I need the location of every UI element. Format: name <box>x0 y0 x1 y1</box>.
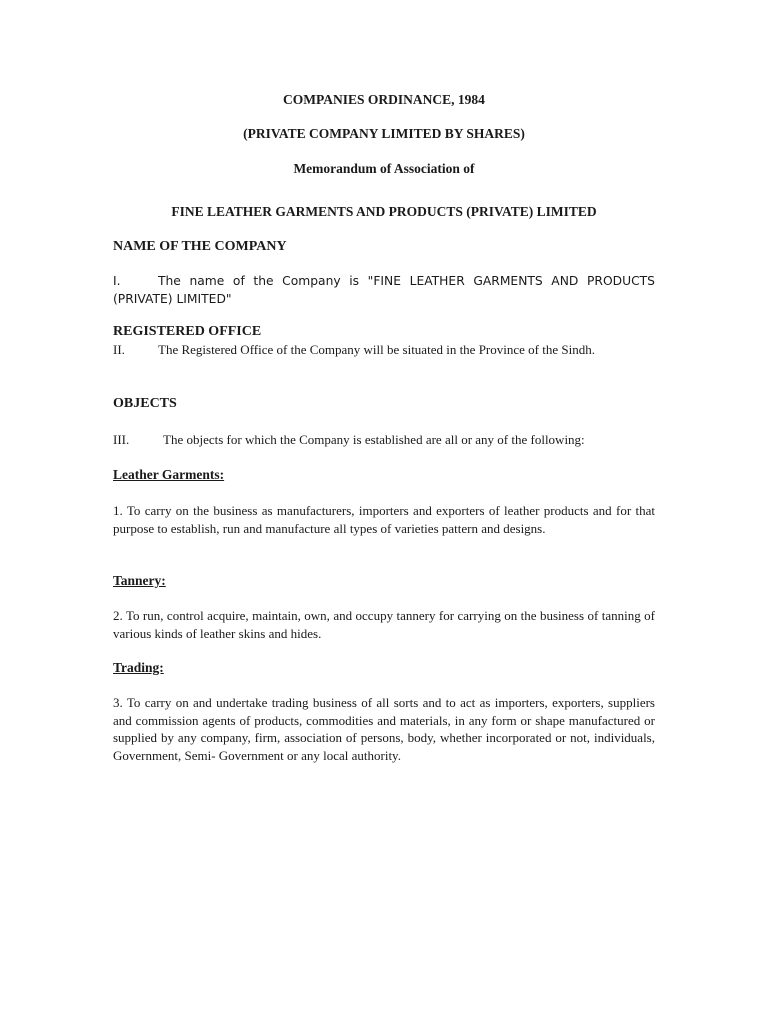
section-numeral: II. <box>113 342 125 357</box>
company-name-title: FINE LEATHER GARMENTS AND PRODUCTS (PRIVATE) LIMITED <box>171 204 597 219</box>
object-paragraph: 3. To carry on and undertake trading business of all sorts and to act as importers, exporters, suppliers and commission agents of products, commodities and materials, in any form or shape manufactured or supplied by any company, firm, association of persons, body, whether incorporated or not, individuals, Government, Semi- Government or any local authority. <box>113 695 655 763</box>
section-paragraph-objects <box>113 431 655 449</box>
object-heading-leather-garments: Leather Garments: <box>113 467 225 482</box>
company-type-title: (PRIVATE COMPANY LIMITED BY SHARES) <box>243 126 525 141</box>
section-numeral: I. <box>113 274 121 288</box>
object-paragraph: 1. To carry on the business as manufacturers, importers and exporters of leather products and for that purpose to establish, run and manufacture all types of varieties pattern and designs. <box>113 503 655 536</box>
object-heading-trading: Trading: <box>113 660 164 675</box>
section-heading-office: REGISTERED OFFICE <box>113 324 262 339</box>
section-text: The objects for which the Company is established are all or any of the following: <box>163 432 585 447</box>
memorandum-title: Memorandum of Association of <box>293 161 475 176</box>
section-paragraph-office <box>113 341 655 359</box>
object-heading-tannery: Tannery: <box>113 573 166 588</box>
section-text: The Registered Office of the Company will be situated in the Province of the Sindh. <box>158 342 595 357</box>
object-paragraph: 2. To run, control acquire, maintain, own, and occupy tannery for carrying on the business of tanning of various kinds of leather skins and hides. <box>113 608 655 641</box>
section-text: The name of the Company is "FINE LEATHER GARMENTS AND PRODUCTS (PRIVATE) LIMITED" <box>113 274 655 306</box>
section-paragraph-name <box>113 273 655 308</box>
section-heading-name: NAME OF THE COMPANY <box>113 239 287 254</box>
section-numeral: III. <box>113 432 130 447</box>
section-heading-objects: OBJECTS <box>113 396 177 411</box>
ordinance-title: COMPANIES ORDINANCE, 1984 <box>283 92 485 107</box>
